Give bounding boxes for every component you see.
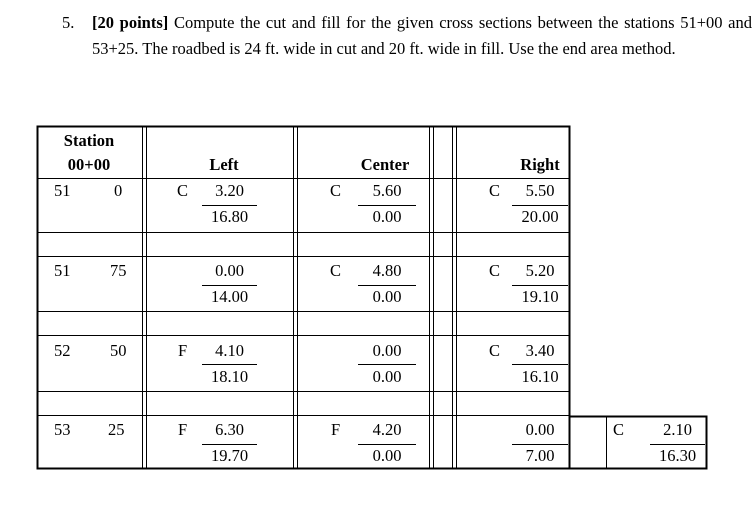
- row1-left-top: 3.20: [215, 181, 244, 200]
- row4-station-b: 25: [108, 420, 125, 439]
- row1-left-type: C: [177, 181, 189, 200]
- row3-center-bottom: 0.00: [372, 367, 402, 386]
- row4-extra-type: C: [613, 420, 625, 439]
- row4-center-top: 4.20: [372, 420, 402, 439]
- row2-left-top: 0.00: [215, 261, 244, 280]
- row4-left-type: F: [178, 420, 188, 439]
- row1-left-bottom: 16.80: [210, 207, 249, 226]
- row4-extra-top: 2.10: [663, 420, 692, 439]
- row3-station-a: 52: [54, 341, 71, 360]
- row2-station-b: 75: [110, 261, 127, 280]
- row2-center-top: 4.80: [372, 261, 402, 280]
- row1-right-top: 5.50: [525, 181, 555, 200]
- row2-right-bottom: 19.10: [521, 287, 559, 306]
- row3-station-b: 50: [110, 341, 127, 360]
- row1-right-type: C: [489, 181, 501, 200]
- row2-left-bottom: 14.00: [210, 287, 249, 306]
- row3-left-type: F: [178, 341, 188, 360]
- row2-right-top: 5.20: [525, 261, 555, 280]
- header-left: Left: [209, 155, 239, 174]
- row3-center-top: 0.00: [372, 341, 402, 360]
- row3-right-type: C: [489, 341, 501, 360]
- problem-text: Compute the cut and fill for the given cross sections between the stations 51+00 and 53+25. The roadbed is 24 ft. wide in cut and 20 ft. wide in fill. Use the end area method.: [92, 13, 752, 58]
- row3-right-top: 3.40: [525, 341, 555, 360]
- row2-center-type: C: [330, 261, 342, 280]
- problem-number: 5.: [62, 13, 75, 32]
- row2-right-type: C: [489, 261, 501, 280]
- row1-station-b: 0: [114, 181, 123, 200]
- row4-right-bottom: 7.00: [525, 446, 555, 465]
- row1-right-bottom: 20.00: [521, 207, 559, 226]
- row2-station-a: 51: [54, 261, 71, 280]
- row1-center-top: 5.60: [372, 181, 402, 200]
- row1-center-type: C: [330, 181, 342, 200]
- header-center: Center: [360, 155, 410, 174]
- header-station: Station: [63, 131, 115, 150]
- row4-right-top: 0.00: [525, 420, 555, 439]
- row3-right-bottom: 16.10: [521, 367, 559, 386]
- fraction-bars: [202, 206, 705, 445]
- row1-station-a: 51: [54, 181, 71, 200]
- row4-center-bottom: 0.00: [372, 446, 402, 465]
- row3-left-bottom: 18.10: [210, 367, 249, 386]
- row2-center-bottom: 0.00: [372, 287, 402, 306]
- row4-extra-bottom: 16.30: [658, 446, 697, 465]
- problem-points: [20 points]: [92, 13, 169, 32]
- row4-center-type: F: [331, 420, 341, 439]
- header-right: Right: [520, 155, 560, 174]
- row4-left-top: 6.30: [215, 420, 244, 439]
- row3-left-top: 4.10: [215, 341, 244, 360]
- header-station-sub: 00+00: [67, 155, 111, 174]
- row4-station-a: 53: [54, 420, 71, 439]
- row4-left-bottom: 19.70: [210, 446, 249, 465]
- row1-center-bottom: 0.00: [372, 207, 402, 226]
